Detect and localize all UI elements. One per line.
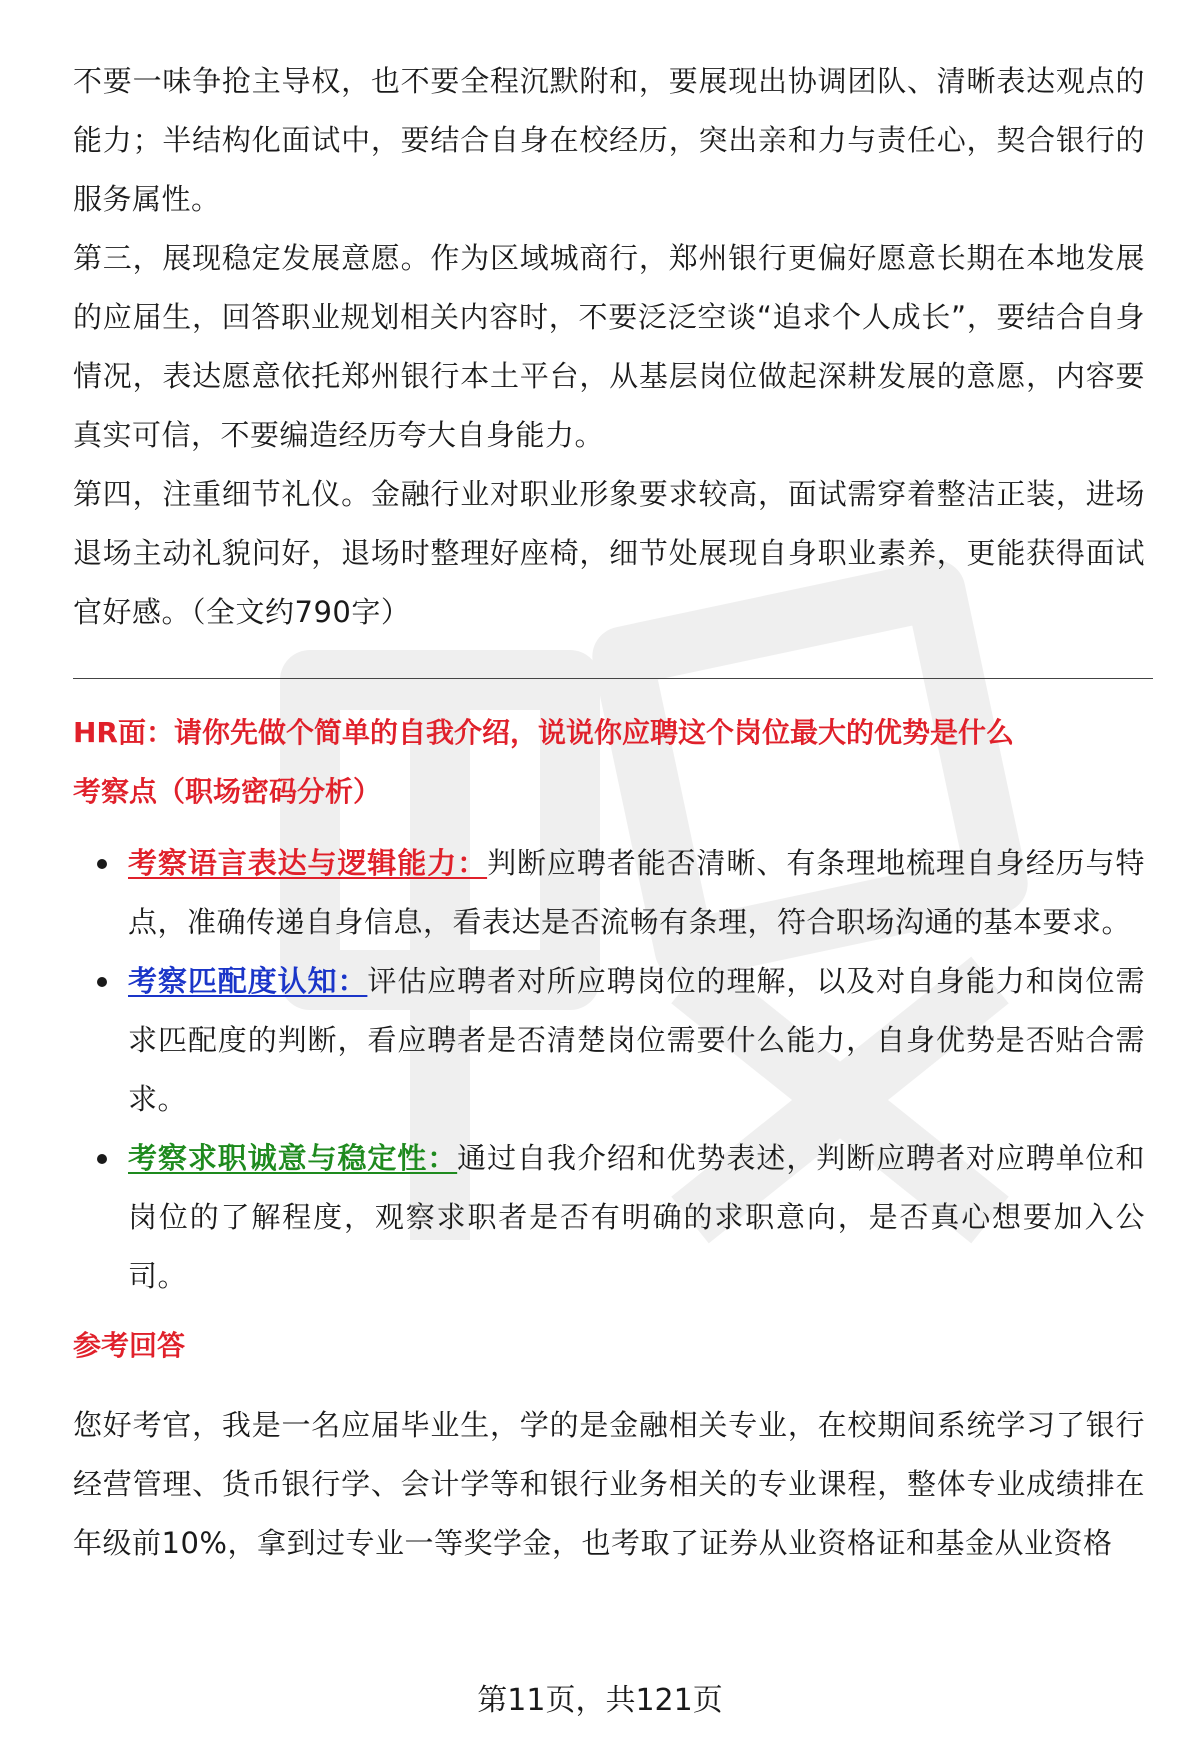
assessment-key-label: 考察语言表达与逻辑能力：: [128, 846, 488, 880]
interview-question-heading: HR面：请你先做个简单的自我介绍，说说你应聘这个岗位最大的优势是什么: [73, 716, 1014, 749]
section-divider: [73, 678, 1153, 679]
list-item: [73, 834, 1145, 952]
bullet-dot-icon: [97, 859, 107, 869]
assessment-description: 评估应聘者对所应聘岗位的理解，以及对自身能力和岗位需求匹配度的判断，看应聘者是否清楚岗位需要什么能力，自身优势是否贴合需求。: [128, 964, 1145, 1116]
document-body: [73, 52, 1145, 1573]
paragraph-fourth-point: 第四，注重细节礼仪。金融行业对职业形象要求较高，面试需穿着整洁正装，进场退场主动礼貌问好，退场时整理好座椅，细节处展现自身职业素养，更能获得面试官好感。（全文约790字）: [73, 477, 1145, 629]
reference-answer-text: 您好考官，我是一名应届毕业生，学的是金融相关专业，在校期间系统学习了银行经营管理、货币银行学、会计学等和银行业务相关的专业课程，整体专业成绩排在年级前10%，拿到过专业一等奖学金，也考取了证券从业资格证和基金从业资格: [73, 1408, 1145, 1560]
assessment-description: 通过自我介绍和优势表述，判断应聘者对应聘单位和岗位的了解程度，观察求职者是否有明确的求职意向，是否真心想要加入公司。: [128, 1141, 1145, 1293]
paragraph-third-point: 第三，展现稳定发展意愿。作为区域城商行，郑州银行更偏好愿意长期在本地发展的应届生，回答职业规划相关内容时，不要泛泛空谈“追求个人成长”，要结合自身情况，表达愿意依托郑州银行本土平台，从基层岗位做起深耕发展的意愿，内容要真实可信，不要编造经历夸大自身能力。: [73, 241, 1145, 452]
assessment-points-list: [73, 834, 1145, 1306]
assessment-key-label: 考察匹配度认知：: [128, 964, 368, 998]
assessment-description: 判断应聘者能否清晰、有条理地梳理自身经历与特点，准确传递自身信息，看表达是否流畅有条理，符合职场沟通的基本要求。: [128, 846, 1145, 939]
assessment-points-heading: 考察点（职场密码分析）: [73, 775, 382, 808]
bullet-dot-icon: [97, 977, 107, 987]
paragraph-team-ability: 不要一味争抢主导权，也不要全程沉默附和，要展现出协调团队、清晰表达观点的能力；半结构化面试中，要结合自身在校经历，突出亲和力与责任心，契合银行的服务属性。: [73, 64, 1145, 216]
list-item: [73, 952, 1145, 1129]
bullet-dot-icon: [97, 1154, 107, 1164]
list-item: [73, 1129, 1145, 1306]
page-number-footer: 第11页，共121页: [477, 1683, 723, 1718]
reference-answer-heading: 参考回答: [73, 1329, 186, 1362]
assessment-key-label: 考察求职诚意与稳定性：: [128, 1141, 458, 1175]
